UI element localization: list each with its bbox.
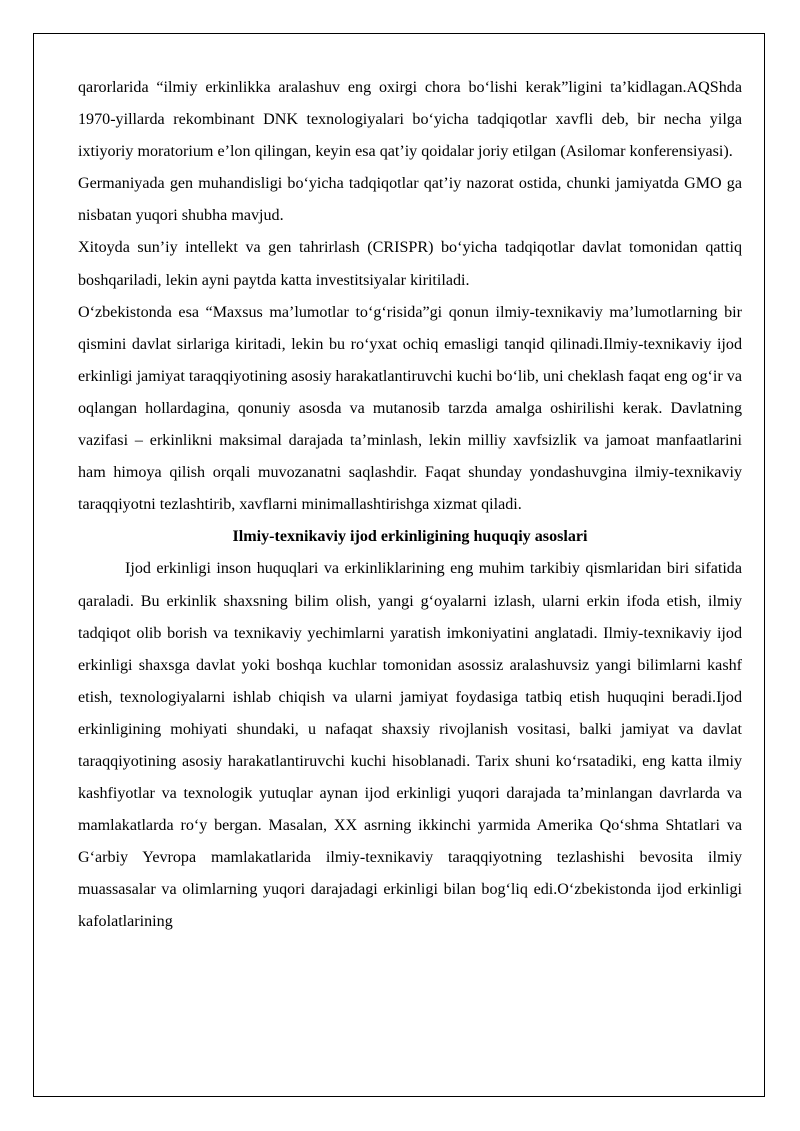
- document-body: [78, 72, 742, 939]
- paragraph-china: Xitoyda sun’iy intellekt va gen tahrirlash (CRISPR) bo‘yicha tadqiqotlar davlat tomonidan qattiq boshqariladi, lekin ayni paytda katta investitsiyalar kiritiladi.: [78, 239, 742, 289]
- paragraph-uzbekistan: O‘zbekistonda esa “Maxsus ma’lumotlar to‘g‘risida”gi qonun ilmiy-texnikaviy ma’lumotlarning bir qismini davlat sirlariga kiritadi, lekin bu ro‘yxat ochiq emasligi tanqid qilinadi.Ilmiy-texnikaviy ijod erkinligi jamiyat taraqqiyotining asosiy harakatlantiruvchi kuchi bo‘lib, uni cheklash faqat eng og‘ir va oqlangan hollardagina, qonuniy asosda va mutanosib tarzda amalga oshirilishi kerak. Davlatning vazifasi – erkinlikni maksimal darajada ta’minlash, lekin milliy xavfsizlik va jamoat manfaatlarini ham himoya qilish orqali muvozanatni saqlashdir. Faqat shunday yondashuvgina ilmiy-texnikaviy taraqqiyotni tezlashtirib, xavflarni minimallashtirishga xizmat qiladi.: [78, 303, 742, 514]
- paragraph-asilomar: qarorlarida “ilmiy erkinlikka aralashuv eng oxirgi chora bo‘lishi kerak”ligini ta’kidlagan.AQShda 1970-yillarda rekombinant DNK texnologiyalari bo‘yicha tadqiqotlar xavfli deb, bir necha yilga ixtiyoriy moratorium e’lon qilingan, keyin esa qat’iy qoidalar joriy etilgan (Asilomar konferensiyasi).: [78, 79, 742, 161]
- paragraph-body: Ijod erkinligi inson huquqlari va erkinliklarining eng muhim tarkibiy qismlaridan biri sifatida qaraladi. Bu erkinlik shaxsning bilim olish, yangi g‘oyalarni izlash, ularni erkin ifoda etish, ilmiy tadqiqot olib borish va texnikaviy yechimlarni yaratish imkoniyatini anglatadi. Ilmiy-texnikaviy ijod erkinligi shaxsga davlat yoki boshqa kuchlar tomonidan asossiz aralashuvsiz yangi bilimlarni kashf etish, texnologiyalarni ishlab chiqish va ularni jamiyat foydasiga tatbiq etish huquqini beradi.Ijod erkinligining mohiyati shundaki, u nafaqat shaxsiy rivojlanish vositasi, balki jamiyat va davlat taraqqiyotining asosiy harakatlantiruvchi kuchi hisoblanadi. Tarix shuni ko‘rsatadiki, eng katta ilmiy kashfiyotlar va texnologik yutuqlar aynan ijod erkinligi yuqori darajada ta’minlangan davrlarda va mamlakatlarda ro‘y bergan. Masalan, XX asrning ikkinchi yarmida Amerika Qo‘shma Shtatlari va G‘arbiy Yevropa mamlakatlarida ilmiy-texnikaviy taraqqiyotning tezlashishi bevosita ilmiy muassasalar va olimlarning yuqori darajadagi erkinligi bilan bog‘liq edi.O‘zbekistonda ijod erkinligi kafolatlarining: [78, 560, 742, 931]
- section-heading: Ilmiy-texnikaviy ijod erkinligining huquqiy asoslari: [232, 528, 588, 546]
- paragraph-germany: Germaniyada gen muhandisligi bo‘yicha tadqiqotlar qat’iy nazorat ostida, chunki jamiyatda GMO ga nisbatan yuqori shubha mavjud.: [78, 175, 742, 225]
